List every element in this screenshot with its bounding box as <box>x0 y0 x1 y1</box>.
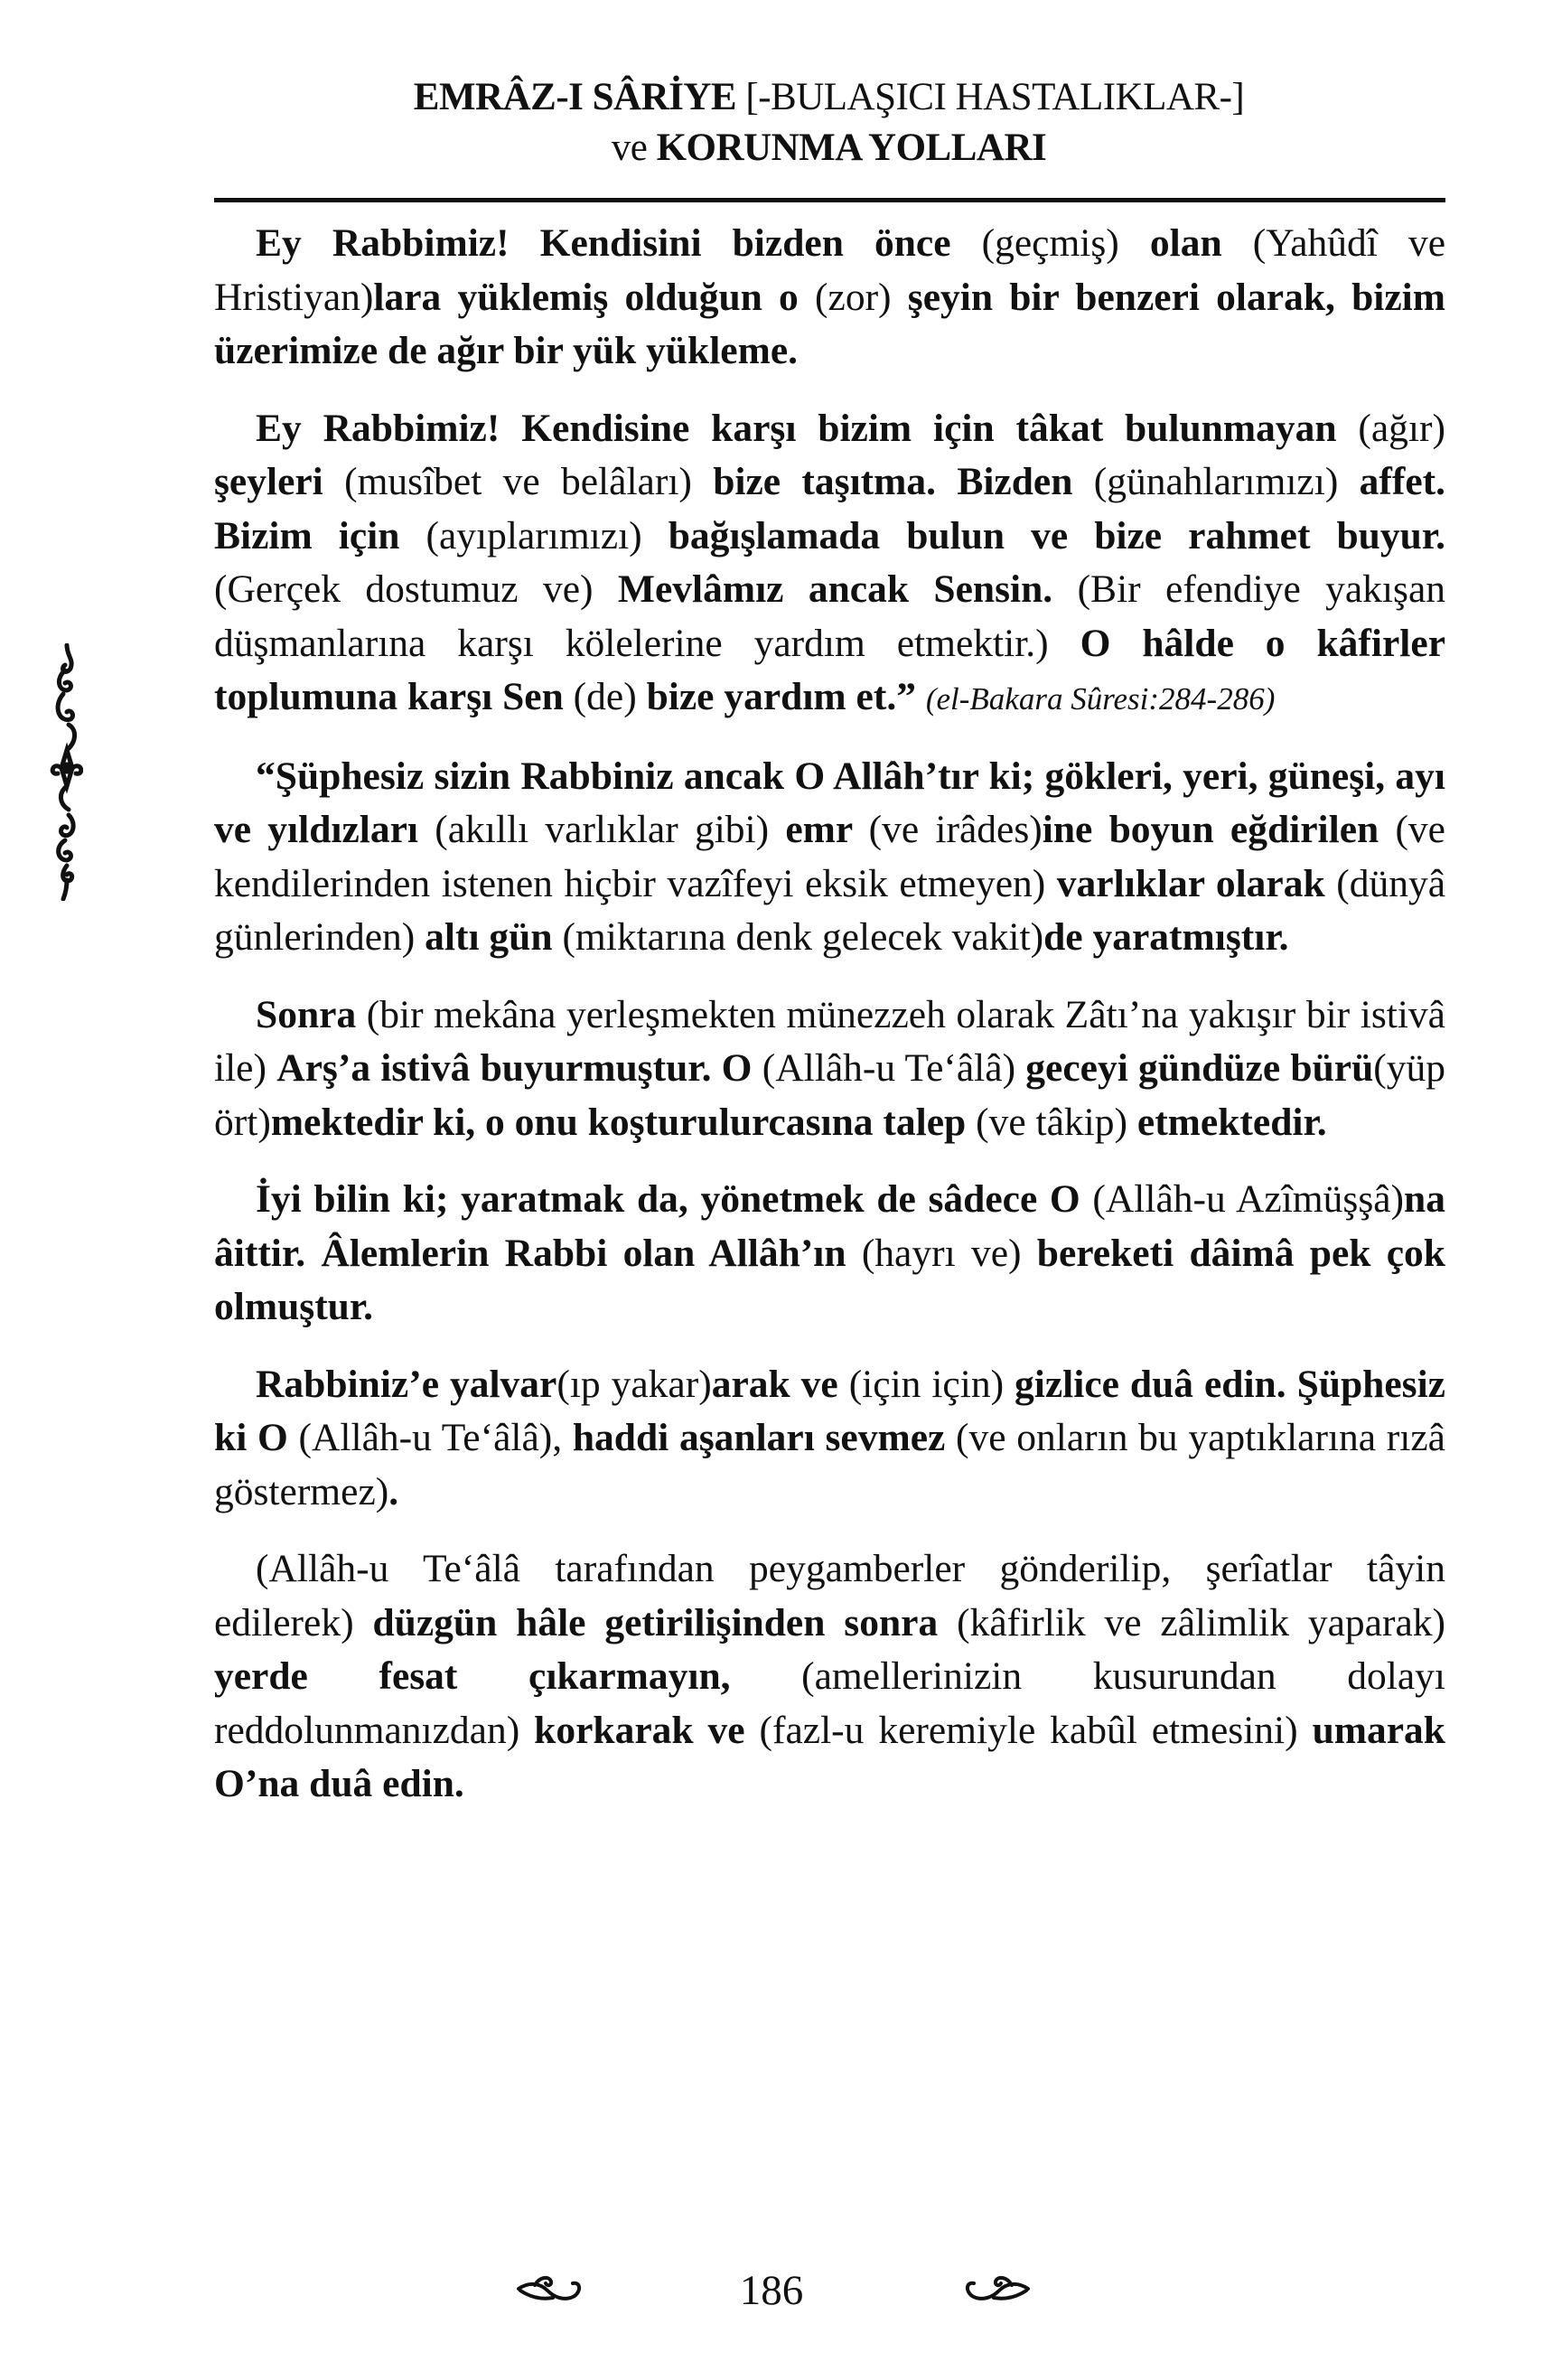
bold-run: haddi aşanları sevmez <box>572 1416 957 1459</box>
regular-run: (ayıplarımızı) <box>425 513 669 558</box>
bold-run: bize yardım et.” <box>646 675 926 718</box>
regular-run: (amellerinizin kusurundan dolayı reddolunmanızdan) <box>214 1654 1445 1752</box>
bold-run: korkarak ve <box>534 1708 760 1752</box>
regular-run: (musîbet ve belâları) <box>344 460 714 503</box>
paragraph <box>214 217 1445 379</box>
bold-run: etmektedir. <box>1136 1100 1327 1144</box>
bold-run: bize taşıtma. Bizden <box>713 460 1094 503</box>
regular-run: (akıllı varlıklar gibi) <box>435 808 786 851</box>
paragraph <box>214 1173 1445 1335</box>
bold-run: “Şüphesiz sizin Rabbiniz ancak O Allâh’tır ki; gökleri, yeri, güneşi, ayı ve yıldızları <box>214 754 1445 851</box>
header-subtitle <box>212 123 1445 173</box>
regular-run: (kâfirlik ve zâlimlik yaparak) <box>957 1600 1445 1644</box>
regular-run: (ve kendilerinden istenen hiçbir vazîfeyi eksik etmeyen) <box>214 808 1445 905</box>
bold-run: geceyi gündüze bürü <box>1025 1046 1374 1090</box>
bold-run: ine boyun eğdirilen <box>1042 808 1396 851</box>
header-rule <box>214 198 1445 202</box>
regular-run: (ağır) <box>1358 406 1445 450</box>
bold-run: . <box>388 1469 399 1513</box>
bold-run: na âittir. Âlemlerin Rabbi olan Allâh’ın <box>214 1177 1445 1275</box>
regular-run: (bir mekâna yerleşmekten münezzeh olarak Zâtı’na yakışır bir istivâ ile) <box>214 992 1445 1090</box>
regular-run: (Yahûdî ve Hristiyan) <box>214 221 1446 319</box>
regular-run: (için için) <box>848 1362 1015 1406</box>
regular-run: (Bir efendiye yakışan düşmanlarına karşı kölelerine yardım etmektir.) <box>214 567 1446 665</box>
bold-run: İyi bilin ki; yaratmak da, yönetmek de sâdece O <box>256 1177 1093 1221</box>
bold-run: Mevlâmız ancak Sensin. <box>617 567 1078 611</box>
regular-run: (fazl-u keremiyle kabûl etmesini) <box>759 1708 1313 1752</box>
regular-run: (günahlarımızı) <box>1093 460 1360 503</box>
header-subtitle-bold: KORUNMA YOLLARI <box>656 126 1047 169</box>
regular-run: (yüp ört) <box>214 1046 1446 1144</box>
regular-run: (hayrı ve) <box>861 1231 1037 1275</box>
bold-run: Ey Rabbimiz! Kendisine karşı bizim için tâkat bulunmayan <box>256 406 1359 450</box>
paragraph <box>214 750 1445 965</box>
bold-run: olan <box>1149 221 1253 265</box>
regular-run: (ve tâkip) <box>976 1100 1137 1144</box>
bold-run: affet. Bizim için <box>214 460 1446 558</box>
bold-run: umarak O’na duâ edin. <box>214 1708 1445 1805</box>
paragraph <box>214 402 1445 726</box>
bold-run: emr <box>785 808 869 851</box>
bold-run: de yaratmıştır. <box>1043 915 1289 959</box>
header-subtitle-regular: ve <box>611 126 657 169</box>
regular-run: (Gerçek dostumuz ve) <box>214 567 618 611</box>
vertical-scroll-ornament-icon <box>47 643 83 901</box>
citation-text: (el-Bakara Sûresi:284-286) <box>925 681 1276 717</box>
page-number: 186 <box>739 2267 804 2314</box>
paragraph <box>214 1358 1445 1520</box>
regular-run: (Allâh-u Te‘âlâ) <box>762 1046 1026 1090</box>
bold-run: lara yüklemiş olduğun o <box>373 275 816 319</box>
running-header <box>212 72 1445 173</box>
bold-run: altı gün <box>425 915 563 959</box>
header-title <box>212 72 1445 123</box>
regular-run: (ve irâdes) <box>868 808 1043 851</box>
bold-run: gizlice duâ edin. Şüphesiz ki O <box>214 1362 1445 1459</box>
regular-run: (zor) <box>815 275 908 319</box>
page-body <box>214 217 1445 1835</box>
regular-run: (geçmiş) <box>981 221 1150 265</box>
regular-run: (miktarına denk gelecek vakit) <box>562 915 1044 959</box>
bold-run: düzgün hâle getirilişinden sonra <box>372 1600 958 1644</box>
bold-run: arak ve <box>711 1362 849 1406</box>
bold-run: bereketi dâimâ pek çok olmuştur. <box>214 1231 1445 1328</box>
bold-run: O hâlde o kâfirler toplumuna karşı Sen <box>214 621 1445 718</box>
flourish-right-icon <box>962 2272 1030 2309</box>
bold-run: Sonra <box>256 992 367 1036</box>
bold-run: Rabbiniz’e yalvar <box>256 1362 557 1406</box>
header-title-regular: [-BULAŞICI HASTALIKLAR-] <box>736 76 1245 118</box>
paragraph <box>214 1542 1445 1812</box>
regular-run: (ıp yakar) <box>556 1362 712 1406</box>
bold-run: Ey Rabbimiz! Kendisini bizden önce <box>256 221 982 265</box>
bold-run: şeyin bir benzeri olarak, bizim üzerimize de ağır bir yük yükleme. <box>214 275 1446 372</box>
regular-run: (Allâh-u Te‘âlâ), <box>298 1416 573 1459</box>
bold-run: yerde fesat çıkarmayın, <box>214 1654 802 1698</box>
regular-run: (de) <box>573 675 647 718</box>
page-footer <box>0 2263 1543 2336</box>
header-title-bold: EMRÂZ-I SÂRİYE <box>413 76 737 118</box>
regular-run: (dünyâ günlerinden) <box>214 861 1445 959</box>
regular-run: (Allâh-u Azîmüşşâ) <box>1092 1177 1405 1221</box>
bold-run: mektedir ki, o onu koşturulurcasına talep <box>270 1100 977 1144</box>
bold-run: varlıklar olarak <box>1056 861 1337 905</box>
bold-run: şeyleri <box>214 460 345 503</box>
bold-run: Arş’a istivâ buyurmuştur. O <box>276 1046 762 1090</box>
paragraph <box>214 989 1445 1150</box>
regular-run: (Allâh-u Te‘âlâ tarafından peygamberler gönderilip, şerîatlar tâyin edilerek) <box>214 1547 1445 1644</box>
bold-run: bağışlamada bulun ve bize rahmet buyur. <box>668 513 1446 558</box>
regular-run: (ve onların bu yaptıklarına rızâ göstermez) <box>214 1416 1445 1513</box>
